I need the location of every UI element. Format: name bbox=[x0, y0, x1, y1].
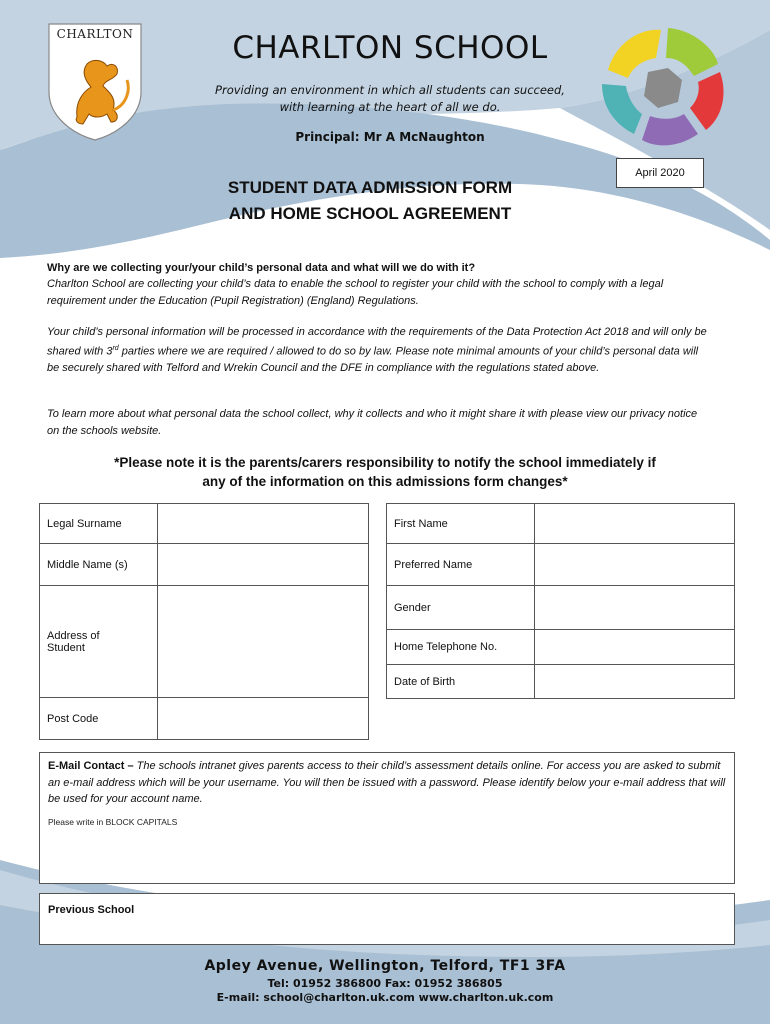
gender-field[interactable] bbox=[535, 586, 735, 630]
email-contact-label: E-Mail Contact – bbox=[48, 760, 134, 772]
preferred-name-label: Preferred Name bbox=[387, 544, 535, 586]
email-contact-box[interactable] bbox=[39, 752, 735, 884]
middle-name-field[interactable] bbox=[158, 544, 369, 586]
form-title-line-1: STUDENT DATA ADMISSION FORM bbox=[227, 178, 513, 197]
school-name: CHARLTON SCHOOL bbox=[232, 30, 548, 66]
address-label bbox=[40, 586, 158, 698]
footer-address: Apley Avenue, Wellington, Telford, TF1 3FA bbox=[204, 958, 566, 974]
legal-surname-field[interactable] bbox=[158, 504, 369, 544]
intro-paragraph-3: To learn more about what personal data the school collect, why it collects and who it might share it with please view our privacy notice on the schools website. bbox=[47, 408, 698, 437]
parent-notice-line-2: any of the information on this admissions form changes* bbox=[202, 474, 568, 489]
previous-school-box[interactable] bbox=[39, 893, 735, 945]
previous-school-label: Previous School bbox=[48, 904, 135, 916]
legal-surname-label: Legal Surname bbox=[40, 504, 158, 544]
first-name-field[interactable] bbox=[535, 504, 735, 544]
gender-label: Gender bbox=[387, 586, 535, 630]
student-personal-table bbox=[386, 503, 735, 699]
date-of-birth-label: Date of Birth bbox=[387, 665, 535, 699]
address-label-line-2: Student bbox=[47, 641, 85, 654]
principal: Principal: Mr A McNaughton bbox=[295, 130, 485, 144]
form-date: April 2020 bbox=[616, 158, 704, 188]
form-title-line-2: AND HOME SCHOOL AGREEMENT bbox=[228, 204, 512, 223]
footer-phone: Tel: 01952 386800 Fax: 01952 386805 bbox=[267, 977, 503, 990]
intro-question: Why are we collecting your/your child’s personal data and what will we do with it? bbox=[47, 262, 476, 274]
post-code-field[interactable] bbox=[158, 698, 369, 740]
parent-notice-line-1: *Please note it is the parents/carers responsibility to notify the school immediately if bbox=[114, 455, 656, 470]
date-of-birth-field[interactable] bbox=[535, 665, 735, 699]
middle-name-label: Middle Name (s) bbox=[40, 544, 158, 586]
parent-notice bbox=[40, 453, 730, 491]
email-contact-text bbox=[48, 758, 728, 808]
address-field[interactable] bbox=[158, 586, 369, 698]
address-label-line-1: Address of bbox=[47, 629, 100, 642]
first-name-label: First Name bbox=[387, 504, 535, 544]
intro-paragraph-1: Charlton School are collecting your child’s data to enable the school to register your child with the school to comply with a legal requirement under the Education (Pupil Registration) (England) Regulations. bbox=[47, 278, 664, 307]
email-contact-description: The schools intranet gives parents access to their child’s assessment details online. For access you are asked to submit an e-mail address which will be your username. You will then be issued with a password. Please identify below your e-mail address that will be used for your account name. bbox=[48, 760, 726, 805]
crest-name: CHARLTON bbox=[56, 27, 134, 41]
student-details-table bbox=[39, 503, 369, 740]
footer-email-web: E-mail: school@charlton.uk.com www.charlton.uk.com bbox=[216, 991, 554, 1004]
home-telephone-label: Home Telephone No. bbox=[387, 630, 535, 665]
intro-paragraph-2-b: parties where we are required / allowed to do so by law. Please note minimal amounts of your child’s personal data will be securely shared with Telford and Wrekin Council and the DFE in compliance with the regulations stated above. bbox=[47, 345, 699, 374]
intro-paragraph-2 bbox=[47, 324, 707, 376]
school-logo-wheel-icon bbox=[586, 22, 734, 152]
home-telephone-field[interactable] bbox=[535, 630, 735, 665]
preferred-name-field[interactable] bbox=[535, 544, 735, 586]
tagline-line-2: with learning at the heart of all we do. bbox=[279, 100, 501, 114]
block-capitals-note: Please write in BLOCK CAPITALS bbox=[48, 817, 178, 827]
intro-paragraph-2-a: Your child’s personal information will be processed in accordance with the requirements of the Data Protection Act 2018 and will only be shared with 3 bbox=[47, 326, 707, 358]
intro-paragraph-2-sup: rd bbox=[112, 344, 119, 352]
tagline bbox=[190, 82, 590, 116]
post-code-label: Post Code bbox=[40, 698, 158, 740]
tagline-line-1: Providing an environment in which all students can succeed, bbox=[215, 83, 565, 97]
form-title bbox=[160, 175, 580, 227]
